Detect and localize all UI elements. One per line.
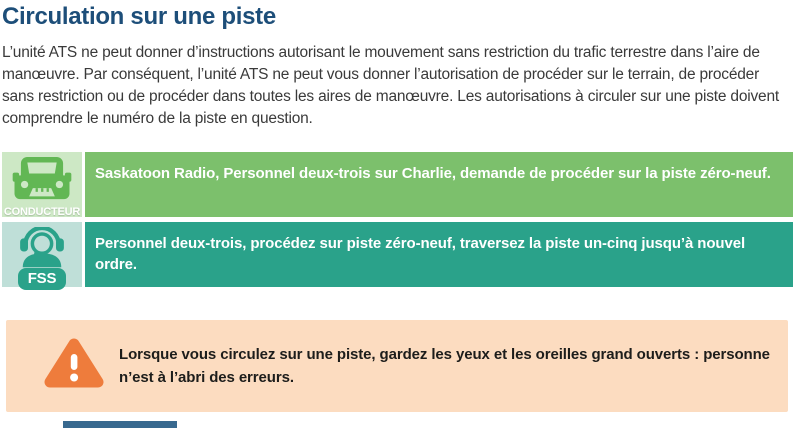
message-text-fss: Personnel deux-trois, procédez sur piste zéro-neuf, traversez la piste un-cinq jusqu’à nouvel ordre. xyxy=(95,235,746,273)
message-bubble-fss xyxy=(85,222,793,287)
warning-text: Lorsque vous circulez sur une piste, gardez les yeux et les oreilles grand ouverts : personne n’est à l’abri des erreurs. xyxy=(119,346,770,386)
headset-operator-icon xyxy=(14,227,70,274)
message-text-conducteur: Saskatoon Radio, Personnel deux-trois sur Charlie, demande de procéder sur la piste zéro-neuf. xyxy=(95,165,771,182)
message-bubble-conducteur xyxy=(85,152,793,217)
intro-paragraph: L’unité ATS ne peut donner d’instructions autorisant le mouvement sans restriction du trafic terrestre dans l’aire de manœuvre. Par conséquent, l’unité ATS ne peut vous donner l’autorisation de procéder sur le terrain, de procéder sans restriction ou de procéder dans toutes les aires de manœuvre. Les autorisations à circuler sur une piste doivent comprendre le numéro de la piste en question. xyxy=(2,44,779,127)
warning-triangle-icon xyxy=(42,335,106,398)
speaker-label-fss: FSS xyxy=(18,268,67,290)
warning-callout xyxy=(6,320,788,412)
speaker-cell-conducteur xyxy=(2,152,82,217)
dialogue-row-fss xyxy=(2,222,793,287)
page-title: Circulation sur une piste xyxy=(2,3,276,30)
dialogue-row-conducteur xyxy=(2,152,793,217)
speaker-cell-fss xyxy=(2,222,82,287)
speaker-label-conducteur: CONDUCTEUR xyxy=(3,206,81,218)
vehicle-front-icon xyxy=(12,157,72,206)
next-section-fragment xyxy=(63,421,177,428)
